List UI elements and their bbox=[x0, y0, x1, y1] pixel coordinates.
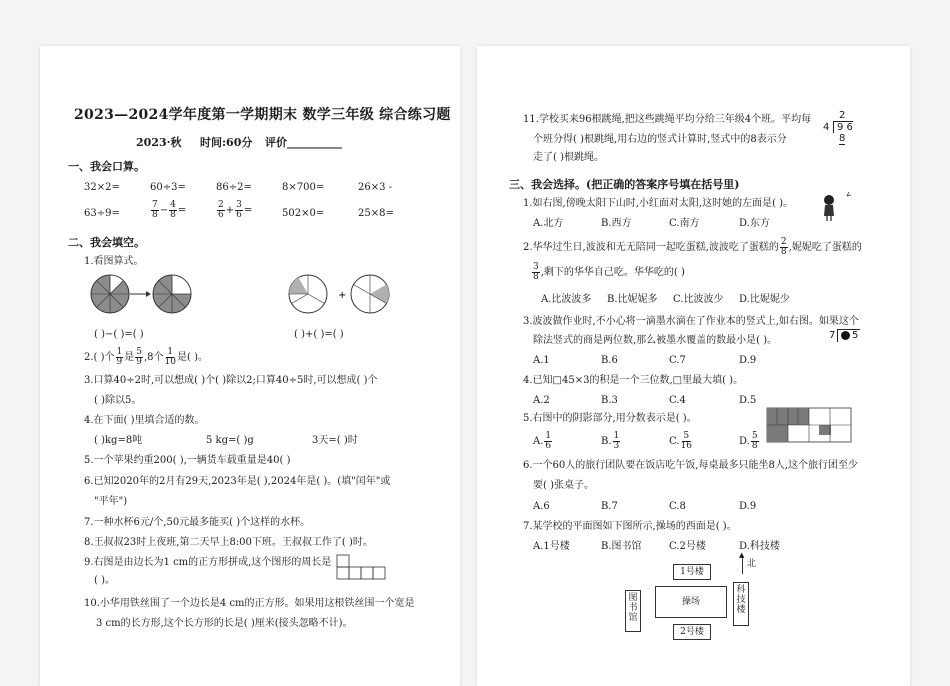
choice-question-7: 7.某学校的平面图如下图所示,操场的西面是( )。 bbox=[523, 521, 737, 532]
division-quotient: 2 bbox=[839, 110, 846, 121]
calc-item: 502×0= bbox=[282, 208, 325, 219]
ink-blot bbox=[841, 331, 850, 340]
blank-subtraction[interactable]: ( )−( )=( ) bbox=[94, 329, 144, 340]
sun-mark bbox=[847, 192, 851, 196]
choice-question-3-line2: 除法竖式的商是两位数,那么被墨水覆盖的数最小是( )。 bbox=[533, 335, 778, 346]
blank-addition[interactable]: ( )+( )=( ) bbox=[294, 329, 344, 340]
option-a[interactable]: A.北方 bbox=[533, 218, 564, 229]
choice-question-3-line1: 3.波波做作业时,不小心将一滴墨水滴在了作业本的竖式上,如右图。如果这个 bbox=[523, 316, 859, 327]
option-c[interactable]: C.2号楼 bbox=[669, 541, 706, 552]
question-5: 5.一个苹果约重200( ),一辆货车载重量是40( ) bbox=[84, 455, 291, 466]
pie-chart-shaded-b bbox=[153, 275, 191, 313]
option-a[interactable]: A.1 bbox=[533, 355, 550, 366]
division-dividend: 9 6 bbox=[833, 121, 853, 133]
ink-dividend-ones: 5 bbox=[852, 330, 859, 341]
option-c[interactable]: C.7 bbox=[669, 355, 686, 366]
map-building-1: 1号楼 bbox=[673, 564, 711, 580]
question-3-line2: ( )除以5。 bbox=[94, 395, 142, 406]
question-1: 1.看图算式。 bbox=[84, 256, 144, 267]
option-b[interactable]: B.西方 bbox=[601, 218, 632, 229]
pie-chart-shaded-a bbox=[91, 275, 129, 313]
section3-heading: 三、我会选择。(把正确的答案序号填在括号里) bbox=[509, 178, 740, 191]
option-c[interactable]: C. $\frac{5}{16}$ bbox=[669, 431, 692, 451]
option-a[interactable]: A. $\frac{1}{6}$ bbox=[533, 431, 552, 451]
question-11-line2: 个班分得( )根跳绳,用右边的竖式计算时,竖式中的8表示分 bbox=[533, 134, 787, 145]
pie-chart-light-b bbox=[351, 275, 389, 313]
section2-heading: 二、我会填空。 bbox=[68, 236, 145, 249]
option-c[interactable]: C.比波波少 bbox=[673, 294, 724, 305]
shaded-grid-figure bbox=[767, 408, 853, 444]
exam-title: 2023—2024学年度第一学期期末 数学三年级 综合练习题 bbox=[74, 107, 451, 123]
option-a[interactable]: A.比波波多 bbox=[541, 294, 592, 305]
option-a[interactable]: A.1号楼 bbox=[533, 541, 570, 552]
calc-item: 63÷9= bbox=[84, 208, 120, 219]
map-building-2: 2号楼 bbox=[673, 624, 711, 640]
option-d[interactable]: D. $\frac{5}{8}$ bbox=[739, 431, 758, 451]
option-b[interactable]: B.3 bbox=[601, 395, 618, 406]
question-11-line1: 11.学校买来96根跳绳,把这些跳绳平均分给三年级4个班。平均每 bbox=[523, 114, 812, 125]
choice-question-6-line1: 6.一个60人的旅行团队要在饭店吃午饭,每桌最多只能坐8人,这个旅行团至少 bbox=[523, 460, 858, 471]
north-arrow-icon: ▲ bbox=[739, 551, 745, 559]
calc-item: 60÷3= bbox=[150, 182, 186, 193]
option-d[interactable]: D.东方 bbox=[739, 218, 770, 229]
calc-item: 86÷2= bbox=[216, 182, 252, 193]
option-d[interactable]: D.科技楼 bbox=[739, 541, 780, 552]
option-c[interactable]: C.南方 bbox=[669, 218, 700, 229]
worksheet-page-left bbox=[40, 46, 460, 686]
question-11-line3: 走了( )根跳绳。 bbox=[533, 152, 604, 163]
question-6-line2: "平年") bbox=[94, 496, 128, 507]
question-8: 8.王叔叔23时上夜班,第二天早上8:00下班。王叔叔工作了( )时。 bbox=[84, 537, 373, 548]
calc-item-fraction-sub: $\frac{7}{8}$ − $\frac{4}{8}$ = bbox=[152, 200, 187, 220]
question-7: 7.一种水杯6元/个,50元最多能买( )个这样的水杯。 bbox=[84, 517, 311, 528]
option-c[interactable]: C.4 bbox=[669, 395, 686, 406]
choice-question-1: 1.如右图,傍晚太阳下山时,小红面对太阳,这时她的左面是( )。 bbox=[523, 198, 794, 209]
calc-item: 32×2= bbox=[84, 182, 120, 193]
option-d[interactable]: D.比妮妮少 bbox=[739, 294, 790, 305]
question-3-line1: 3.口算40÷2时,可以想成( )个( )除以2;口算40÷5时,可以想成( )个 bbox=[84, 375, 378, 386]
pie-figure-subtraction bbox=[90, 274, 200, 314]
choice-question-6-line2: 要( )张桌子。 bbox=[533, 480, 594, 491]
calc-item-fraction-add: $\frac{2}{6}$ + $\frac{3}{6}$ = bbox=[218, 200, 253, 220]
north-label: 北 bbox=[747, 559, 757, 569]
option-b[interactable]: B.6 bbox=[601, 355, 618, 366]
worksheet-page-right bbox=[477, 46, 910, 686]
question-10-line2: 3 cm的长方形,这个长方形的长是( )厘米(接头忽略不计)。 bbox=[96, 618, 353, 629]
square-grid-figure bbox=[336, 554, 388, 580]
question-9-line2: ( )。 bbox=[94, 575, 115, 586]
ink-divisor: 7 bbox=[829, 330, 836, 341]
choice-question-4: 4.已知□45×3的积是一个三位数,□里最大填( )。 bbox=[523, 375, 744, 386]
option-b[interactable]: B.图书馆 bbox=[601, 541, 642, 552]
question-6-line1: 6.已知2020年的2月有29天,2023年是( ),2024年是( )。(填"闰年"或 bbox=[84, 476, 391, 487]
map-library: 图书馆 bbox=[625, 590, 641, 632]
question-9-line1: 9.右图是由边长为1 cm的正方形拼成,这个图形的周长是 bbox=[84, 557, 332, 568]
pie-chart-light-a bbox=[289, 275, 327, 313]
exam-score: 评价__________ bbox=[265, 136, 342, 149]
q4-item-gram: 5 kg=( )g bbox=[206, 435, 254, 446]
option-a[interactable]: A.6 bbox=[533, 501, 550, 512]
q4-item-ton: ( )kg=8吨 bbox=[94, 435, 143, 446]
section1-heading: 一、我会口算。 bbox=[68, 160, 145, 173]
question-2: 2.( )个 $\frac{1}{9}$ 是 $\frac{5}{9}$ ,8个 $\frac{1}{10}$ 是( )。 bbox=[84, 347, 208, 367]
map-tech-building: 科技楼 bbox=[733, 582, 749, 626]
arrow-head bbox=[146, 291, 151, 297]
question-4: 4.在下面( )里填合适的数。 bbox=[84, 415, 205, 426]
choice-question-5: 5.右图中的阴影部分,用分数表示是( )。 bbox=[523, 413, 697, 424]
option-d[interactable]: D.9 bbox=[739, 501, 757, 512]
q4-item-hours: 3天=( )时 bbox=[312, 435, 358, 446]
pie-figure-addition bbox=[288, 274, 398, 314]
option-d[interactable]: D.9 bbox=[739, 355, 757, 366]
division-divisor: 4 bbox=[823, 122, 830, 133]
map-playground: 操场 bbox=[655, 586, 727, 618]
option-c[interactable]: C.8 bbox=[669, 501, 686, 512]
calc-item: 8×700= bbox=[282, 182, 325, 193]
option-b[interactable]: B.比妮妮多 bbox=[607, 294, 658, 305]
ink-division-figure bbox=[829, 330, 869, 344]
calc-item: 25×8= bbox=[358, 208, 394, 219]
option-b[interactable]: B. $\frac{1}{3}$ bbox=[601, 431, 620, 451]
long-division-figure bbox=[821, 110, 861, 150]
option-a[interactable]: A.2 bbox=[533, 395, 550, 406]
campus-map bbox=[625, 551, 757, 652]
option-b[interactable]: B.7 bbox=[601, 501, 618, 512]
choice-question-2-line2: $\frac{3}{8}$ ,剩下的华华自己吃。华华吃的( ) bbox=[533, 262, 685, 282]
exam-time: 时间:60分 bbox=[200, 136, 253, 149]
calc-item: 26×3 - bbox=[358, 182, 393, 193]
exam-season: 2023·秋 bbox=[136, 136, 182, 149]
girl-figure bbox=[819, 192, 853, 222]
option-d[interactable]: D.5 bbox=[739, 395, 757, 406]
question-10-line1: 10.小华用铁丝围了一个边长是4 cm的正方形。如果用这根铁丝围一个宽是 bbox=[84, 598, 415, 609]
plus-sign: + bbox=[338, 290, 347, 301]
choice-question-2-line1: 2.华华过生日,波波和无无陪同一起吃蛋糕,波波吃了蛋糕的 $\frac{2}{8}$ ,妮妮吃了蛋糕的 bbox=[523, 237, 862, 257]
division-partial: 8 bbox=[839, 133, 846, 144]
